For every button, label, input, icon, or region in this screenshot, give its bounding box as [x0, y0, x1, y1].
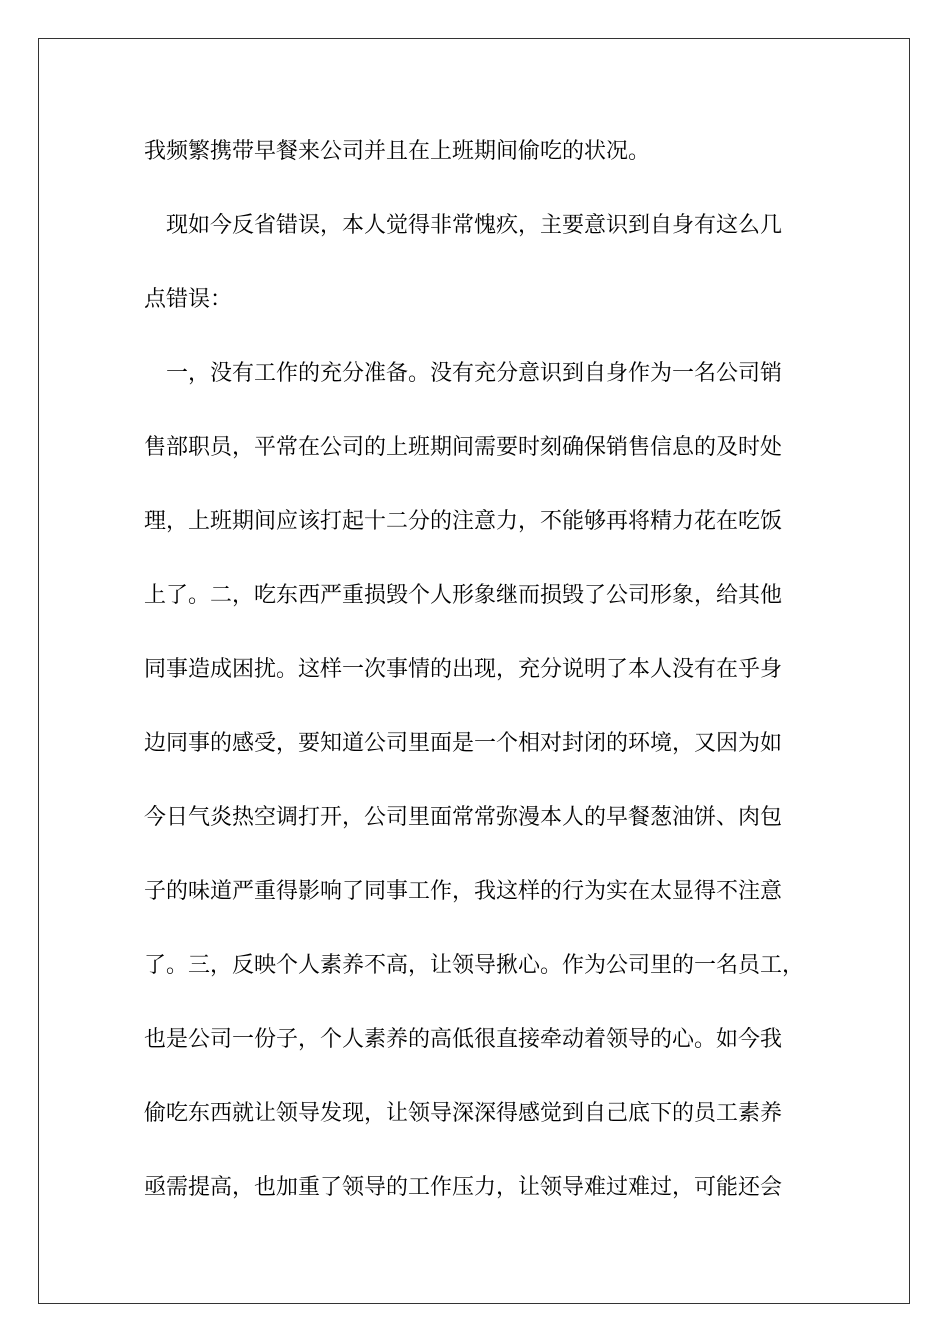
text-line: 同事造成困扰。这样一次事情的出现，充分说明了本人没有在乎身	[144, 657, 783, 682]
text-line: 售部职员，平常在公司的上班期间需要时刻确保销售信息的及时处	[144, 435, 783, 460]
text-line: 现如今反省错误，本人觉得非常愧疚，主要意识到自身有这么几	[166, 213, 783, 238]
text-line: 亟需提高，也加重了领导的工作压力，让领导难过难过，可能还会	[144, 1175, 783, 1200]
text-line: 理，上班期间应该打起十二分的注意力，不能够再将精力花在吃饭	[144, 509, 783, 534]
text-line: 今日气炎热空调打开，公司里面常常弥漫本人的早餐葱油饼、肉包	[144, 805, 783, 830]
text-line: 一，没有工作的充分准备。没有充分意识到自身作为一名公司销	[166, 361, 783, 386]
text-line: 点错误：	[144, 287, 233, 312]
text-line: 上了。二，吃东西严重损毁个人形象继而损毁了公司形象，给其他	[144, 583, 783, 608]
text-line: 了。三，反映个人素养不高，让领导揪心。作为公司里的一名员工，	[144, 953, 805, 978]
text-line: 也是公司一份子，个人素养的高低很直接牵动着领导的心。如今我	[144, 1027, 783, 1052]
text-line: 子的味道严重得影响了同事工作，我这样的行为实在太显得不注意	[144, 879, 783, 904]
text-line: 我频繁携带早餐来公司并且在上班期间偷吃的状况。	[144, 139, 651, 164]
text-line: 边同事的感受，要知道公司里面是一个相对封闭的环境，又因为如	[144, 731, 783, 756]
document-body	[144, 127, 809, 1237]
text-line: 偷吃东西就让领导发现，让领导深深得感觉到自己底下的员工素养	[144, 1101, 783, 1126]
